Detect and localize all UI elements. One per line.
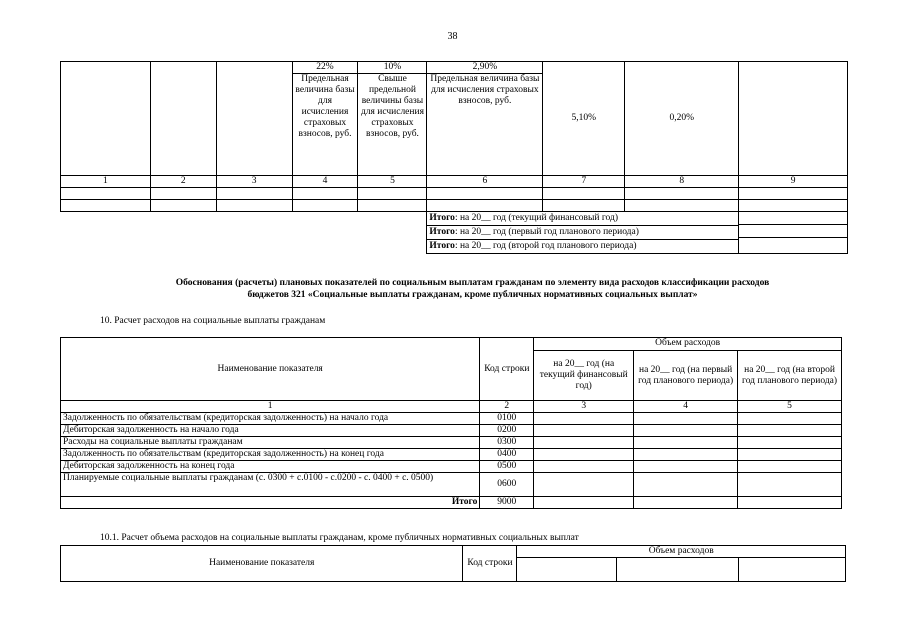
page-number: 38 bbox=[447, 31, 458, 42]
col-num: 4 bbox=[292, 176, 358, 188]
col-num: 3 bbox=[216, 176, 292, 188]
pct-2-90: 2,90% bbox=[427, 62, 543, 74]
col-code-header: Код строки bbox=[480, 338, 534, 401]
cell-empty bbox=[150, 62, 216, 176]
total-row: Итого: на 20__ год (первый год планового периода) bbox=[427, 226, 738, 240]
col-name-header: Наименование показателя bbox=[61, 546, 463, 582]
col-num: 2 bbox=[150, 176, 216, 188]
desc-above-limit: Свыше предельной величины базы для исчисления страховых взносов, руб. bbox=[358, 74, 427, 176]
section-10-title: 10. Расчет расходов на социальные выплаты гражданам bbox=[100, 316, 326, 326]
table-row: Дебиторская задолженность на конец года 0500 bbox=[61, 461, 842, 473]
section-heading: Обоснования (расчеты) плановых показателей по социальным выплатам гражданам по элементу вида расходов классификации расходов бюджетов 321 «Социальные выплаты гражданам, кроме публичных нормативных социальных выплат» bbox=[175, 278, 770, 300]
pct-22: 22% bbox=[292, 62, 358, 74]
desc-base-limit-2: Предельная величина базы для исчисления страховых взносов, руб. bbox=[427, 74, 543, 176]
col-num: 8 bbox=[625, 176, 739, 188]
cell-empty bbox=[216, 62, 292, 176]
col-code-header: Код строки bbox=[463, 546, 517, 582]
col-num: 7 bbox=[543, 176, 625, 188]
col-num: 2 bbox=[480, 401, 534, 413]
insurance-table bbox=[60, 61, 848, 254]
year-first: на 20__ год (на первый год планового периода) bbox=[634, 351, 738, 401]
pct-0-20: 0,20% bbox=[625, 62, 739, 176]
social-payments-table bbox=[60, 337, 842, 509]
table-row: Задолженность по обязательствам (кредиторская задолженность) на конец года 0400 bbox=[61, 449, 842, 461]
col-num: 5 bbox=[358, 176, 427, 188]
table-row: Дебиторская задолженность на начало года 0200 bbox=[61, 425, 842, 437]
col-num: 5 bbox=[738, 401, 842, 413]
col-num: 6 bbox=[427, 176, 543, 188]
col-num: 1 bbox=[61, 401, 480, 413]
table-row: Задолженность по обязательствам (кредиторская задолженность) на начало года 0100 bbox=[61, 413, 842, 425]
desc-base-limit: Предельная величина базы для исчисления страховых взносов, руб. bbox=[292, 74, 358, 176]
table-row: Планируемые социальные выплаты гражданам (с. 0300 + с.0100 - с.0200 - с. 0400 + с. 0500) 0600 bbox=[61, 473, 842, 497]
total-row: Итого: на 20__ год (текущий финансовый год) bbox=[427, 212, 738, 226]
non-public-payments-table bbox=[60, 545, 846, 582]
volume-header: Объем расходов bbox=[534, 338, 842, 351]
table-row: Расходы на социальные выплаты гражданам 0300 bbox=[61, 437, 842, 449]
col-num: 9 bbox=[739, 176, 848, 188]
cell-empty bbox=[61, 62, 151, 176]
year-current: на 20__ год (на текущий финансовый год) bbox=[534, 351, 634, 401]
total-row: Итого 9000 bbox=[61, 497, 842, 509]
col-num: 1 bbox=[61, 176, 151, 188]
pct-5-10: 5,10% bbox=[543, 62, 625, 176]
col-name-header: Наименование показателя bbox=[61, 338, 480, 401]
year-second: на 20__ год (на второй год планового периода) bbox=[738, 351, 842, 401]
pct-10: 10% bbox=[358, 62, 427, 74]
cell-empty bbox=[739, 62, 848, 176]
col-num: 4 bbox=[634, 401, 738, 413]
section-10-1-title: 10.1. Расчет объема расходов на социальные выплаты гражданам, кроме публичных нормативных социальных выплат bbox=[100, 533, 579, 543]
volume-header: Объем расходов bbox=[517, 546, 846, 558]
col-num: 3 bbox=[534, 401, 634, 413]
total-row: Итого: на 20__ год (второй год планового периода) bbox=[429, 241, 637, 251]
